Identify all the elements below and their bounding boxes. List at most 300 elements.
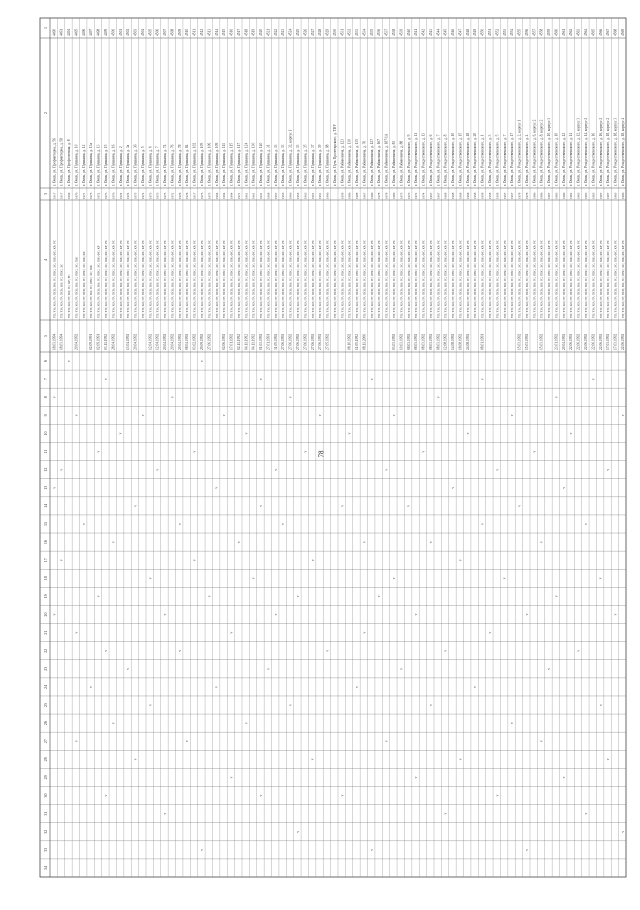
- cell-id: 4556: [524, 28, 529, 36]
- cell-mark: v: [495, 468, 500, 471]
- cell-date: 08.03.1992: [414, 333, 419, 350]
- cell-mark: v: [554, 396, 559, 399]
- cell-date: 23.01.1992: [554, 333, 559, 350]
- cell-id: 4545: [443, 28, 448, 36]
- cell-date: 20.04.1992: [163, 333, 168, 350]
- cell-date: 27.06.1992: [295, 333, 300, 350]
- cell-systems: ТП; ТН; ХО; ГР; ПСВ; ВО; ГС; ПВС; ЭС; ПЖ; ФС; КР; РС: [583, 240, 588, 318]
- header-number: 18: [43, 576, 48, 581]
- cell-id: 4542: [421, 28, 426, 36]
- cell-year: 1967: [436, 192, 441, 199]
- cell-id: 4540: [406, 28, 411, 36]
- cell-systems: ТП; ТН; ХО; ГР; ПСВ; ВО; ГС; ПВС; ЭС; ПЖ; ФС; КР; РС: [547, 240, 552, 318]
- cell-id: 4514: [214, 28, 219, 36]
- cell-date: 15.03.1992: [524, 333, 529, 350]
- cell-systems: ТП; ТН; ХО; ГР; ПСВ; ВО; ГС; ПВС; ЭС; ПЖ; ФС; КР; РС: [414, 240, 419, 318]
- cell-mark: v: [465, 432, 470, 435]
- cell-date: 27.06.1992: [288, 333, 293, 350]
- cell-address: г. Омск, ул. Рабиновича, д. 135: [355, 138, 360, 186]
- cell-mark: v: [163, 613, 168, 616]
- cell-mark: v: [303, 450, 308, 453]
- cell-systems: ТП; ТН; ХО; ГР; ПСВ; ВО; ГС; ПВС; ЭС; ПЖ; ФС; КР; РС: [303, 240, 308, 318]
- cell-id: 4569: [620, 28, 625, 36]
- cell-year: 1972: [170, 192, 175, 199]
- cell-date: 18.03.1994: [59, 333, 64, 350]
- cell-id: 4529: [325, 28, 330, 36]
- cell-address: г. Омск, ул. Профинтерна, д. 58: [59, 138, 64, 186]
- cell-systems: ТП; ТН; ХО; ГР; ПСВ; ВО; ГС; ПВС; ЭС; ПЖ; ФС; КР; РС: [52, 240, 57, 318]
- cell-mark: v: [111, 541, 116, 543]
- cell-systems: ТП; ТН; ХО; ГР; ПСВ; ВО; ГС; ПВС; ЭС; ПЖ; ФС; КР; РС: [510, 240, 515, 318]
- header-number: 9: [43, 414, 48, 417]
- cell-systems: ТП; ТН; ХО; ГР; ПСВ; ВО; ГС; ПВС; ЭС; ПЖ; ФС; КР; РС: [236, 240, 241, 318]
- cell-year: 1974: [421, 192, 426, 199]
- header-number: 25: [43, 703, 48, 708]
- header-number: 1: [43, 27, 48, 29]
- header-number: 34: [43, 865, 48, 870]
- cell-year: 1983: [613, 192, 618, 199]
- cell-year: 1978: [517, 192, 522, 199]
- cell-systems: ТП; ТН; ХО; ГР; ПСВ; ВО; ГС; ПВС; ЭС: [59, 263, 64, 318]
- header-number: 5: [43, 335, 48, 337]
- cell-systems: ТП; ТН; ХО; ГР; ПСВ; ВО; ГС; ПВС; ЭС; ПЖ; ФС; КР; РС: [399, 240, 404, 318]
- cell-year: 1973: [148, 192, 153, 199]
- cell-mark: v: [414, 776, 419, 779]
- cell-date: 04.11.1992: [244, 333, 249, 350]
- cell-id: 4538: [391, 28, 396, 36]
- cell-systems: ТП; ТН; ХО; ГР; ПСВ; ВО; ГС; ПВС; ЭС; ПЖ; ФС; КР; РС: [103, 240, 108, 318]
- cell-id: 4535: [369, 28, 374, 36]
- cell-address: г. Омск, ул. Рождественского, д. 12, корпус 3: [576, 117, 581, 186]
- cell-year: 1978: [377, 192, 382, 199]
- cell-mark: v: [177, 649, 182, 652]
- cell-id: 4550: [480, 28, 485, 36]
- cell-year: 1961: [244, 192, 249, 199]
- cell-systems: ТП; ТН; ХО; ГР; ПСВ; ВО; ГС; ПВС; ЭС; ПЖ; ФС: [81, 251, 86, 318]
- cell-address: г. Омск, ул. Рождественского, д. 5: [495, 134, 500, 186]
- cell-mark: v: [259, 794, 264, 797]
- cell-id: 4512: [199, 28, 204, 36]
- cell-address: г. Омск, ул. Рождественского, д. 11: [414, 132, 419, 186]
- cell-id: 4547: [458, 28, 463, 36]
- cell-date: 04.11.1992: [251, 333, 256, 350]
- cell-year: 1978: [524, 192, 529, 199]
- cell-mark: v: [399, 667, 404, 670]
- cell-year: 1968: [465, 192, 470, 199]
- cell-id: 4502: [126, 28, 131, 36]
- cell-id: 4565: [591, 28, 596, 36]
- cell-id: 4559: [547, 28, 552, 36]
- cell-mark: v: [539, 541, 544, 543]
- cell-systems: ТП; ТН; ХО; ГР; ПСВ; ВО; ГС; ПВС; ЭС; ПЖ; ФС; КР; РС: [214, 240, 219, 318]
- header-number: 33: [43, 847, 48, 852]
- cell-date: 12.04.1992: [155, 333, 160, 350]
- cell-mark: v: [369, 848, 374, 851]
- cell-systems: ТП; ТН; ХО; ГР; ПСВ; ВО; ГС; ПВС; ЭС; ПЖ; ФС; КР; РС: [554, 240, 559, 318]
- cell-id: 4536: [377, 28, 382, 36]
- cell-systems: ТП; ТН; ХО; ГР; ПСВ; ВО; ГС; ПВС; ЭС; ПЖ; ФС; КР; РС: [539, 240, 544, 318]
- cell-year: 1973: [155, 192, 160, 199]
- cell-systems: ТП; ТН; ХО; ГР; ПСВ; ВО; ГС; ПВС; ЭС; ПЖ; ФС; КР; РС: [487, 240, 492, 318]
- cell-address: г. Омск, ул. Пушкина, д. 6: [148, 146, 153, 186]
- cell-mark: v: [561, 776, 566, 779]
- cell-date: 29.09.1992: [199, 333, 204, 350]
- cell-year: 1963: [303, 192, 308, 199]
- cell-systems: ТП; ТН; ХО; ГР; ПСВ; ВО; ГС; ПВС; ЭС; ПЖ; ФС; КР; РС: [355, 240, 360, 318]
- cell-mark: v: [59, 559, 64, 562]
- cell-address: г. Омск, ул. Пушкина, д. 3б: [133, 144, 138, 186]
- cell-date: 22.06.1992: [598, 333, 603, 350]
- cell-date: 08.11.2006: [362, 333, 367, 350]
- cell-year: 1959: [67, 192, 72, 199]
- cell-mark: v: [458, 559, 463, 562]
- cell-address: г. Омск, ул. Рождественского, д. 3: [487, 134, 492, 186]
- cell-id: 4568: [613, 28, 618, 36]
- cell-year: 1975: [163, 192, 168, 199]
- cell-mark: v: [377, 595, 382, 598]
- header-number: 29: [43, 775, 48, 780]
- cell-address: г. Омск, ул. Пушкина, д. 111: [222, 143, 227, 186]
- cell-year: 1968: [443, 192, 448, 199]
- cell-mark: v: [443, 649, 448, 652]
- cell-year: 1987: [598, 192, 603, 199]
- cell-address: г. Омск, ул. Пушкина, д. 5: [140, 146, 145, 186]
- cell-year: 1980: [532, 192, 537, 199]
- cell-year: 1961: [251, 192, 256, 199]
- cell-mark: v: [436, 396, 441, 399]
- cell-address: г. Омск, ул. Пушкина, д. 102: [192, 142, 197, 186]
- cell-address: г. Омск, ул. Пушкина, д. 76: [170, 144, 175, 186]
- cell-date: 08.03.1992: [406, 333, 411, 350]
- cell-date: 27.06.1992: [310, 333, 315, 350]
- cell-mark: v: [163, 812, 168, 815]
- cell-address: г. Омск, ул. Рождественского, д. 18, корпус 2: [606, 117, 611, 186]
- cell-mark: v: [340, 794, 345, 797]
- cell-address: г. Омск, ул. Рождественского, д. 1: [480, 134, 485, 186]
- cell-id: 4543: [428, 28, 433, 36]
- cell-address: г. Омск, ул. Рождественского, д. 13: [421, 132, 426, 186]
- cell-systems: ТП; ТН; ХО; ГР; ПСВ; ВО; ГС; ПВС; ЭС; ПЖ; ФС; КР; РС: [318, 240, 323, 318]
- cell-mark: v: [620, 414, 625, 417]
- cell-id: 4567: [606, 28, 611, 36]
- cell-year: 1982: [569, 192, 574, 199]
- cell-id: 4513: [207, 28, 212, 36]
- cell-address: г. Омск, ул. Рабиновича, д. 187/1А: [384, 133, 389, 186]
- cell-mark: v: [52, 486, 57, 489]
- header-number: 15: [43, 521, 48, 526]
- cell-year: 1958: [480, 192, 485, 199]
- header-number: 26: [43, 721, 48, 726]
- cell-year: 1972: [96, 192, 101, 199]
- cell-date: 22.06.1992: [569, 333, 574, 350]
- cell-id: 4558: [539, 28, 544, 36]
- cell-id: 4549: [473, 28, 478, 36]
- cell-systems: ТП; ТН; ХО; ГР; ПСВ; ВО; ГС; ПВС; ЭС; ПЖ; ФС; КР; РС: [362, 240, 367, 318]
- cell-id: 4562: [569, 28, 574, 36]
- cell-date: 18.08.1992: [458, 333, 463, 350]
- cell-mark: v: [148, 704, 153, 706]
- cell-year: 1976: [111, 192, 116, 199]
- header-number: 7: [43, 378, 48, 381]
- cell-mark: v: [59, 468, 64, 471]
- cell-systems: ТП; ТН; ХО; ГР; ПСВ; ВО; ГС; ПВС; ЭС; ПЖ; ФС; КР; РС: [436, 240, 441, 318]
- cell-id: 4496: [81, 28, 86, 36]
- cell-year: 1965: [281, 192, 286, 199]
- cell-address: г. Омск, ул. Пушкина, д. 10: [74, 144, 79, 186]
- cell-systems: ТП; ТН; ХО; ГР; ПСВ; ВО; ГС; ПВС; ЭС; ПЖ; ФС; КР; РС: [561, 240, 566, 318]
- cell-address: г. Омск, ул. Рождественского, д. 6: [428, 134, 433, 186]
- cell-mark: v: [177, 523, 182, 525]
- cell-id: 4503: [133, 28, 138, 36]
- cell-year: 1987: [547, 192, 552, 199]
- cell-mark: v: [74, 740, 79, 743]
- cell-id: 4546: [451, 28, 456, 36]
- cell-mark: v: [273, 613, 278, 616]
- cell-year: 1917: [59, 192, 64, 199]
- cell-mark: v: [103, 378, 108, 381]
- cell-mark: v: [67, 360, 72, 362]
- cell-mark: v: [118, 432, 123, 435]
- cell-mark: v: [473, 686, 478, 688]
- cell-mark: v: [295, 830, 300, 833]
- cell-mark: v: [510, 414, 515, 417]
- cell-id: 4490: [52, 28, 57, 36]
- cell-mark: v: [576, 649, 581, 652]
- cell-mark: v: [214, 686, 219, 688]
- cell-id: 4548: [465, 28, 470, 36]
- cell-date: 27.05.1992: [325, 333, 330, 350]
- cell-year: 1971: [81, 192, 86, 199]
- cell-id: 4491: [59, 28, 64, 36]
- cell-year: 1978: [384, 192, 389, 199]
- cell-year: 1966: [288, 192, 293, 199]
- cell-id: 4510: [185, 28, 190, 36]
- header-number: 30: [43, 793, 48, 798]
- cell-year: 1988: [355, 192, 360, 199]
- cell-id: 4511: [192, 28, 197, 36]
- cell-mark: v: [421, 450, 426, 453]
- header-number: 8: [43, 396, 48, 399]
- cell-id: 4523: [281, 28, 286, 36]
- cell-address: г. Омск, ул. Пушкина, д. 7: [155, 146, 160, 186]
- cell-address: г. Омск, ул. Рабиновича, д. 123: [340, 138, 345, 186]
- cell-address: г. Омск, ул. Рождественского, д. 14: [569, 132, 574, 186]
- cell-year: 1968: [266, 192, 271, 199]
- cell-address: г. Омск, ул. Рабиновича, д. 127: [369, 138, 374, 186]
- cell-id: 4505: [148, 28, 153, 36]
- cell-systems: ТП; ТН; ХО; ГР; ПСВ; ВО; ГС; ПВС; ЭС; ПЖ; ФС; КР; РС: [458, 240, 463, 318]
- header-number: 11: [43, 449, 48, 454]
- cell-year: 1965: [295, 192, 300, 199]
- cell-mark: v: [561, 486, 566, 489]
- cell-mark: v: [598, 577, 603, 580]
- cell-address: г. Омск, ул. Пушкина, д. 106: [207, 142, 212, 186]
- cell-id: 4544: [436, 28, 441, 36]
- cell-id: 4533: [355, 28, 360, 36]
- cell-date: 22.06.1992: [576, 333, 581, 350]
- cell-date: 02.09.1991: [96, 333, 101, 350]
- cell-systems: ТП; ТН; ХО; ГР; ВО; ГС; ПВС; ЭС; ПЖ: [89, 265, 94, 318]
- header-number: 10: [43, 431, 48, 436]
- cell-address: г. Омск, ул. Рождественского, д. 10: [554, 132, 559, 186]
- cell-date: 27.06.1992: [281, 333, 286, 350]
- header-number: 24: [43, 684, 48, 689]
- cell-mark: v: [502, 577, 507, 580]
- cell-mark: v: [340, 504, 345, 507]
- cell-mark: v: [74, 414, 79, 417]
- cell-id: 4554: [510, 28, 515, 36]
- cell-mark: v: [229, 776, 234, 779]
- cell-year: 1979: [177, 192, 182, 199]
- cell-year: 1967: [273, 192, 278, 199]
- cell-year: 1917: [52, 192, 57, 199]
- cell-mark: v: [273, 468, 278, 471]
- cell-mark: v: [259, 504, 264, 507]
- cell-systems: ТП; ТН; ХО; ГР; ПСВ; ВО; ГС; ПВС; ЭС; ПЖ; ФС; КР; РС: [384, 240, 389, 318]
- cell-address: г. Омск, ул. Рабиновича, д. 88: [399, 140, 404, 186]
- cell-id: 4561: [561, 28, 566, 36]
- cell-id: 4506: [155, 28, 160, 36]
- cell-address: г. Омск, ул. Пушкина, д. 115: [229, 142, 234, 186]
- cell-date: 08.03.1992: [428, 333, 433, 350]
- cell-address: г. Омск, ул. Рабиновича, д. 76: [362, 140, 367, 186]
- cell-systems: ТП; ТН; ХО; ГР; ПСВ; ВО; ГС; ПВС; ЭС; ПЖ; ФС; КР; РС: [273, 240, 278, 318]
- cell-mark: v: [199, 360, 204, 362]
- cell-date: 10.03.1992: [399, 333, 404, 350]
- cell-systems: ТП; ТН; ХО; ГР; ПСВ; ВО; ГС; ПВС; ЭС; ПЖ; ФС; КР; РС: [192, 240, 197, 318]
- cell-id: 4497: [89, 28, 94, 36]
- cell-year: 1958: [340, 192, 345, 199]
- cell-id: 4530: [332, 28, 337, 36]
- cell-address: г. Омск, ул. Пушкина, д. 130: [251, 142, 256, 186]
- cell-address: г. Омск, ул. Пушкина, д. 33: [273, 144, 278, 186]
- header-number: 19: [43, 594, 48, 599]
- cell-date: 03.02.1992: [192, 333, 197, 350]
- cell-address: г. Омск, ул. Пушкина, д. 33: [295, 144, 300, 186]
- cell-systems: ТП; ТН; ХО; ГР; ПСВ; ВО; ГС; ПВС; ЭС; ПЖ; ФС; КР; РС: [163, 240, 168, 318]
- cell-id: 4557: [532, 28, 537, 36]
- cell-year: 1974: [118, 192, 123, 199]
- cell-systems: ТП; ТН; ХО; ГР; ПСВ; ВО; ГС; ПВС; ЭС; ПЖ; ФС; КР: [96, 245, 101, 318]
- cell-address: г. Омск, ул. Рождественского, д. 10: [451, 132, 456, 186]
- cell-id: 4500: [111, 28, 116, 36]
- cell-systems: ТП; ТН; ХО; ГР; ПСВ; ВО; ГС; ПВС; ЭС; ПЖ; ФС; КР; РС: [532, 240, 537, 318]
- cell-year: 1980: [347, 192, 352, 199]
- cell-mark: v: [185, 740, 190, 743]
- cell-date: 12.04.1992: [148, 333, 153, 350]
- cell-mark: v: [510, 722, 515, 725]
- cell-id: 4524: [288, 28, 293, 36]
- cell-address: г. Омск, ул. Рождественского, д. 16, корпус 2: [598, 117, 603, 186]
- cell-id: 4528: [318, 28, 323, 36]
- header-number: 14: [43, 503, 48, 508]
- cell-address: г. Омск, ул. Рабиновича, д. 167: [377, 138, 382, 186]
- header-number: 6: [43, 360, 48, 363]
- cell-mark: v: [74, 631, 79, 634]
- cell-date: 14.08.1992: [451, 333, 456, 350]
- cell-date: 03.11.1992: [103, 333, 108, 350]
- cell-address: г. Омск, ул. Пушкина, д. 140: [259, 142, 264, 186]
- cell-date: 08.04.1992: [185, 333, 190, 350]
- cell-mark: v: [443, 812, 448, 815]
- cell-systems: ТП; ТН; ХО; ГР; ПСВ; ВО; ГС; ПВС; ЭС; ПЖ; ФС; КР; РС: [170, 240, 175, 318]
- cell-mark: v: [170, 396, 175, 399]
- cell-date: 27.06.1992: [318, 333, 323, 350]
- cell-year: 1958: [495, 192, 500, 199]
- cell-mark: v: [222, 414, 227, 417]
- cell-id: 4498: [96, 28, 101, 36]
- cell-address: г. Омск, ул. Пушкина, д. 84: [185, 144, 190, 186]
- cell-id: 4531: [340, 28, 345, 36]
- cell-id: 4515: [222, 28, 227, 36]
- header-number: 4: [43, 259, 48, 261]
- cell-address: г. Омск, ул. Рождественского, д. 15: [458, 132, 463, 186]
- cell-systems: ТП; ТН; ХО; ГР; ПСВ; ВО; ГС; ПВС; ЭС; ПЖ; ФС; КР; РС: [613, 240, 618, 318]
- cell-date: 22.06.1992: [583, 333, 588, 350]
- cell-systems: ТП; ТН; ХО; ГР; ПСВ; ВО; ГС; ПВС; ЭС; ПЖ; ФС; КР; РС: [443, 240, 448, 318]
- cell-systems: ТП; ТН; ХО; ГР; ПСВ; ВО; ГС; ПВС; ЭС; ПЖ; ФС; КР; РС: [118, 240, 123, 318]
- cell-mark: v: [428, 541, 433, 543]
- cell-date: 08.01.1991: [480, 333, 485, 350]
- cell-systems: ТП; ТН; ХО; ГР; ПСВ; ВО; ГС; ПВС; ЭС; ПЖ; ФС; КР; РС: [451, 240, 456, 318]
- cell-address: г. Омск, ул. Пушкина, д. 31: [266, 144, 271, 186]
- cell-mark: v: [52, 613, 57, 616]
- cell-mark: v: [266, 667, 271, 670]
- cell-systems: ТП; ТН; ХО; ГР; ПСВ; ВО; ГС; ПВС; ЭС; ПЖ; ФС; КР; РС: [495, 240, 500, 318]
- cell-mark: v: [369, 378, 374, 381]
- cell-date: 24.08.1992: [465, 333, 470, 350]
- header-number: 17: [43, 558, 48, 563]
- cell-year: 1983: [583, 192, 588, 199]
- cell-date: 20.04.1992: [177, 333, 182, 350]
- cell-systems: ТП; ТН; ХО; ГР; ПСВ; ВО; ГС; ПВС; ЭС; ПЖ; ФС; КР; РС: [598, 240, 603, 318]
- cell-date: 15.03.1992: [539, 333, 544, 350]
- cell-mark: v: [406, 504, 411, 507]
- cell-mark: v: [288, 704, 293, 706]
- cell-address: г. Омск, ул. Профинтерна, д. 56: [52, 138, 57, 186]
- cell-year: 1983: [554, 192, 559, 199]
- cell-mark: v: [428, 704, 433, 706]
- cell-address: г. Омск, ул. Рабиновича, д. 83: [391, 140, 396, 186]
- cell-id: 4504: [140, 28, 145, 36]
- cell-mark: v: [103, 649, 108, 652]
- cell-mark: v: [244, 432, 249, 435]
- cell-year: 1931: [259, 192, 264, 199]
- cell-id: 4564: [583, 28, 588, 36]
- cell-mark: v: [81, 523, 86, 525]
- cell-date: 08.03.1992: [421, 333, 426, 350]
- cell-mark: v: [583, 523, 588, 525]
- cell-year: 1958: [473, 192, 478, 199]
- cell-address: г. Омск, ул. Пушкина, д. 33: [281, 144, 286, 186]
- cell-mark: v: [384, 468, 389, 471]
- cell-year: 1974: [126, 192, 131, 199]
- cell-date: 03.03.1992: [391, 333, 396, 350]
- cell-id: 4566: [598, 28, 603, 36]
- cell-mark: v: [480, 378, 485, 381]
- cell-address: г. Омск, ул. Рождественского, д. 6, корпус 2: [532, 119, 537, 186]
- cell-mark: v: [355, 686, 360, 688]
- cell-id: 4555: [517, 28, 522, 36]
- cell-systems: ТП; ТН; ХО; ГР; ПСВ; ВО; ГС; ПВС; ЭС; ПЖ; ФС; КР; РС: [406, 240, 411, 318]
- cell-mark: v: [347, 432, 352, 435]
- cell-mark: v: [310, 758, 315, 761]
- cell-mark: v: [384, 740, 389, 743]
- cell-year: 1983: [591, 192, 596, 199]
- cell-mark: v: [480, 523, 485, 525]
- cell-address: г. Омск, ул. Пушкина, д. 124: [244, 142, 249, 186]
- cell-address: г. Омск, ул. Рождественского, д. 14, корпус 2: [583, 117, 588, 186]
